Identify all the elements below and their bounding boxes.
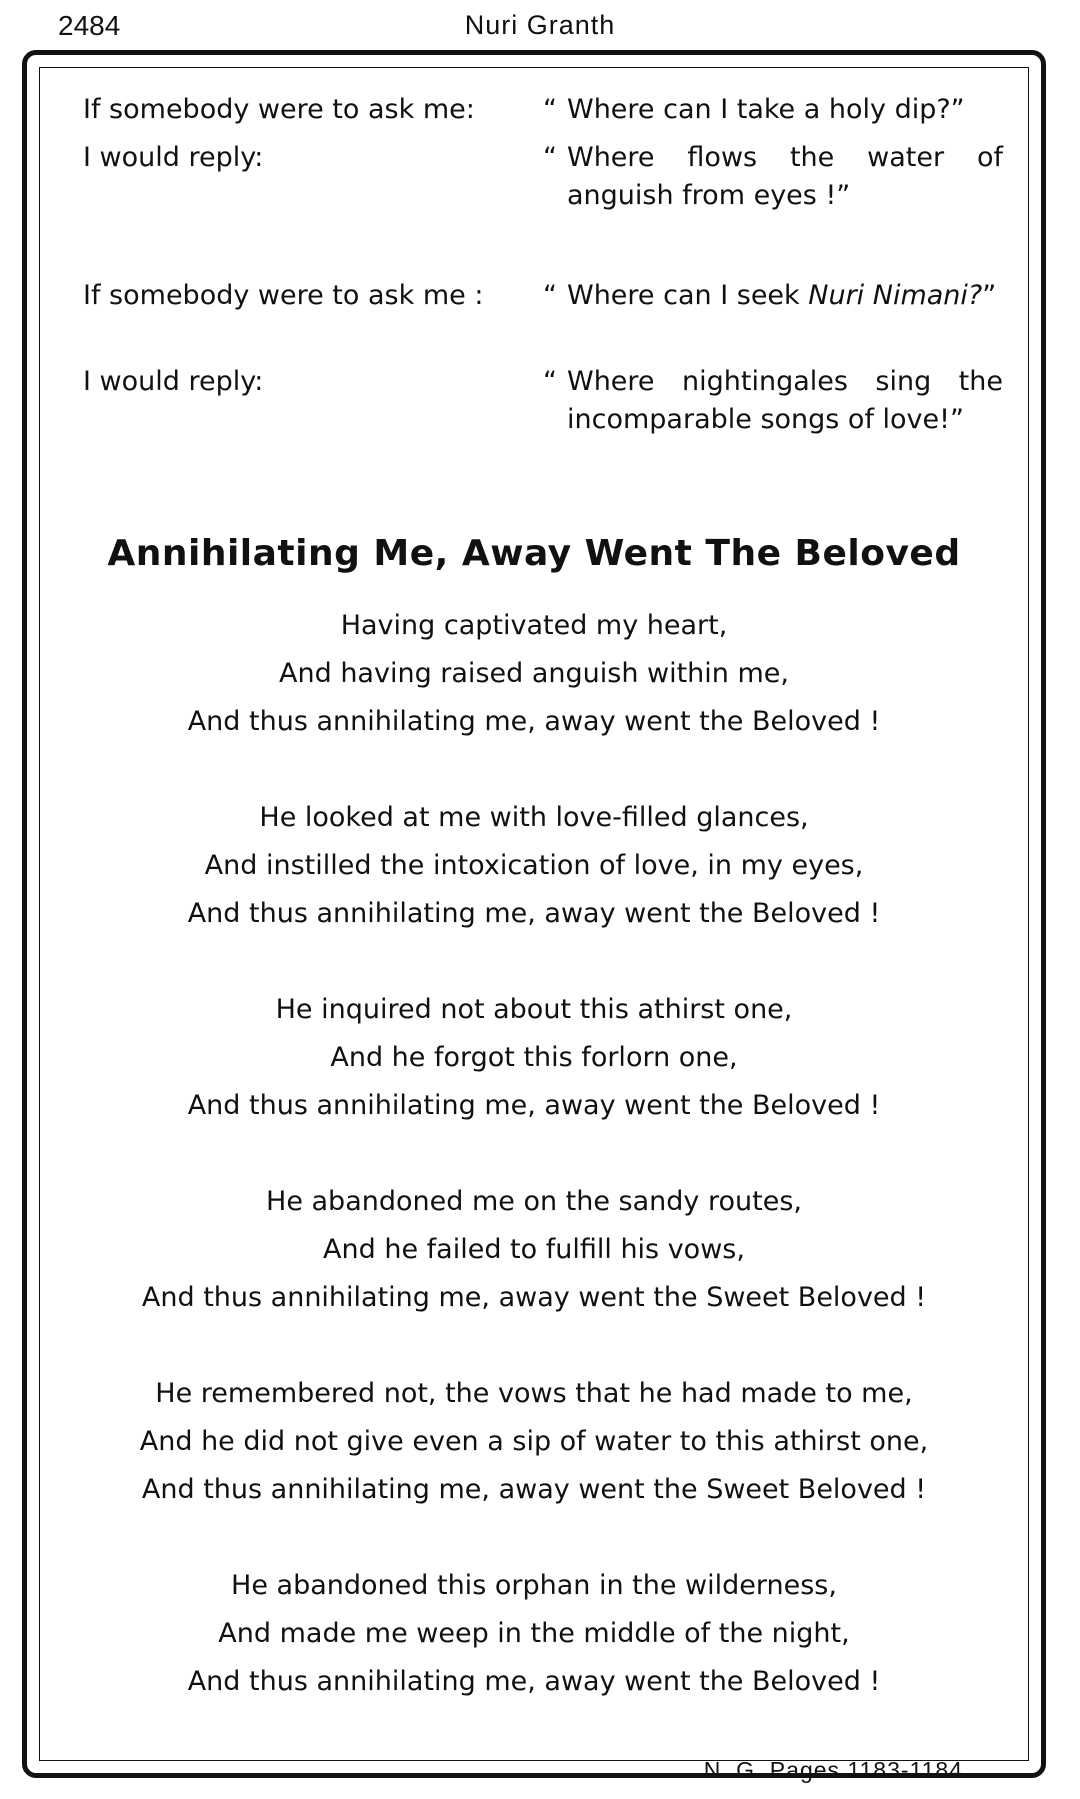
qa-open-quote: “ [543, 366, 557, 397]
qa-answer: Where can I take a holy dip?” [567, 94, 965, 125]
poem-stanza [83, 986, 985, 1130]
poem-stanza [83, 794, 985, 938]
verse-line: And instilled the intoxication of love, in my eyes, [204, 850, 864, 881]
verse-line: Having captivated my heart, [340, 610, 728, 641]
verse-line: And he did not give even a sip of water to this athirst one, [139, 1426, 929, 1457]
qa-answer-text: Where can I seek [567, 280, 809, 311]
poem-stanza [83, 1178, 985, 1322]
qa-answer-italic-name: Nuri Nimani? [808, 280, 983, 311]
verse-line: And thus annihilating me, away went the Beloved ! [187, 706, 881, 737]
qa-question-label: If somebody were to ask me: [83, 94, 475, 125]
verse-line: He abandoned me on the sandy routes, [266, 1186, 802, 1217]
page-number: 2484 [58, 10, 121, 41]
verse-line: He looked at me with love-filled glances, [259, 802, 809, 833]
verse-line: And thus annihilating me, away went the Beloved ! [187, 898, 881, 929]
verse-line: And thus annihilating me, away went the Sweet Beloved ! [141, 1282, 927, 1313]
qa-open-quote: “ [543, 142, 557, 173]
verse-line: And thus annihilating me, away went the Beloved ! [187, 1666, 881, 1697]
verse-line: And having raised anguish within me, [279, 658, 789, 689]
poem-title: Annihilating Me, Away Went The Beloved [107, 533, 961, 574]
running-head: Nuri Granth [464, 10, 616, 40]
qa-open-quote: “ [543, 280, 557, 311]
verse-line: He abandoned this orphan in the wilderness, [231, 1570, 837, 1601]
qa-question-label: If somebody were to ask me : [83, 280, 484, 311]
verse-line: And he failed to fulfill his vows, [323, 1234, 745, 1265]
qa-answer: Where flows the water of anguish from eyes !” [567, 142, 1003, 211]
qa-close-quote: ” [982, 280, 997, 311]
qa-reply-label: I would reply: [83, 142, 264, 173]
verse-line: He inquired not about this athirst one, [275, 994, 793, 1025]
qa-answer [567, 277, 1003, 315]
poem-stanza [83, 1562, 985, 1706]
qa-open-quote: “ [543, 94, 557, 125]
verse-line: And he forgot this forlorn one, [330, 1042, 738, 1073]
page-frame [22, 50, 1046, 1783]
verse-line: He remembered not, the vows that he had made to me, [155, 1378, 913, 1409]
poem-stanza [83, 1370, 985, 1514]
verse-line: And thus annihilating me, away went the Sweet Beloved ! [141, 1474, 927, 1505]
qa-answer: Where nightingales sing the incomparable songs of love!” [567, 366, 1003, 435]
poem-stanza [83, 602, 985, 746]
qa-reply-label: I would reply: [83, 366, 264, 397]
verse-line: And thus annihilating me, away went the Beloved ! [187, 1090, 881, 1121]
source-reference: N. G. Pages 1183-1184 [703, 1757, 963, 1783]
verse-line: And made me weep in the middle of the night, [218, 1618, 850, 1649]
